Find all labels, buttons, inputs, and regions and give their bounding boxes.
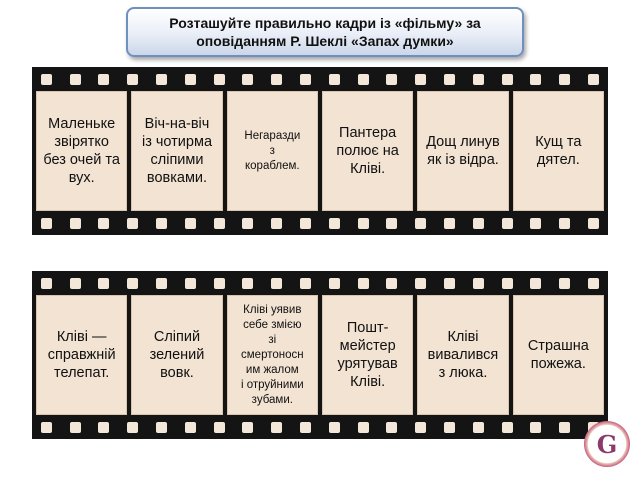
film-perforation	[300, 278, 311, 289]
film-frame-1-6[interactable]: Кущ та дятел.	[513, 91, 604, 211]
film-perforation	[386, 218, 397, 229]
film-perforation	[300, 218, 311, 229]
film-perforation	[473, 278, 484, 289]
film-perforation	[98, 422, 109, 433]
film-perforation	[444, 74, 455, 85]
film-perforation	[415, 278, 426, 289]
film-perforation	[271, 74, 282, 85]
film-frame-2-4[interactable]: Пошт- мейстер урятував Кліві.	[322, 295, 413, 415]
film-perforation	[70, 218, 81, 229]
film-perforation	[358, 278, 369, 289]
film-strip-1	[32, 67, 608, 235]
film-perforation	[473, 74, 484, 85]
film-perforation	[214, 422, 225, 433]
film-perforation	[444, 218, 455, 229]
task-title-line-2: оповіданням Р. Шеклі «Запах думки»	[196, 33, 454, 49]
film-perforation	[41, 74, 52, 85]
film-perforation	[502, 422, 513, 433]
film-perforation	[127, 278, 138, 289]
film-perforation	[41, 422, 52, 433]
film-perforation	[156, 74, 167, 85]
film-frame-1-3[interactable]: Негаразди з кораблем.	[227, 91, 318, 211]
film-perforation	[386, 278, 397, 289]
film-perforation	[358, 422, 369, 433]
film-perforation	[127, 218, 138, 229]
film-frame-2-6[interactable]: Страшна пожежа.	[513, 295, 604, 415]
film-perforation	[98, 74, 109, 85]
film-perforation	[588, 74, 599, 85]
film-perforation	[70, 278, 81, 289]
film-frame-1-5[interactable]: Дощ линув як із відра.	[417, 91, 508, 211]
film-perforation	[329, 218, 340, 229]
film-perforation	[530, 422, 541, 433]
film-perforation	[444, 278, 455, 289]
film-perforation	[242, 74, 253, 85]
film-perforation	[98, 218, 109, 229]
film-perforation	[300, 422, 311, 433]
film-perforation	[386, 422, 397, 433]
film-perforation	[329, 278, 340, 289]
film-perforation	[185, 422, 196, 433]
film-perforation	[185, 278, 196, 289]
film-perforation	[502, 218, 513, 229]
film-frame-2-2[interactable]: Сліпий зелений вовк.	[131, 295, 222, 415]
film-perforation	[41, 278, 52, 289]
film-perforation	[127, 74, 138, 85]
film-perforation	[530, 218, 541, 229]
film-perforation	[329, 422, 340, 433]
film-perforation	[98, 278, 109, 289]
task-title-line-1: Розташуйте правильно кадри із «фільму» за	[169, 15, 481, 31]
film-perforation	[530, 278, 541, 289]
film-perforation	[214, 278, 225, 289]
logo-icon	[584, 421, 630, 467]
film-strip-2	[32, 271, 608, 439]
film-perforation	[242, 278, 253, 289]
film-perforation	[185, 218, 196, 229]
film-perforation	[588, 218, 599, 229]
film-perforation	[271, 218, 282, 229]
film-frame-2-3[interactable]: Кліві уявив себе змією зі смертоносн им жалом і отруйними зубами.	[227, 295, 318, 415]
film-perforation	[156, 218, 167, 229]
film-strip-1-top-perforations	[32, 72, 608, 86]
film-perforation	[300, 74, 311, 85]
film-frame-1-4[interactable]: Пантера полює на Кліві.	[322, 91, 413, 211]
film-frame-2-5[interactable]: Кліві вивалився з люка.	[417, 295, 508, 415]
film-perforation	[156, 278, 167, 289]
film-perforation	[415, 74, 426, 85]
film-frame-1-1[interactable]: Маленьке звірятко без очей та вух.	[36, 91, 127, 211]
film-perforation	[214, 218, 225, 229]
film-perforation	[415, 422, 426, 433]
film-perforation	[214, 74, 225, 85]
film-perforation	[588, 278, 599, 289]
film-perforation	[329, 74, 340, 85]
film-perforation	[242, 218, 253, 229]
film-strip-2-bottom-perforations	[32, 420, 608, 434]
film-frame-1-2[interactable]: Віч-на-віч із чотирма сліпими вовками.	[131, 91, 222, 211]
film-perforation	[156, 422, 167, 433]
film-perforation	[559, 422, 570, 433]
film-perforation	[559, 278, 570, 289]
film-perforation	[473, 422, 484, 433]
film-perforation	[242, 422, 253, 433]
film-perforation	[473, 218, 484, 229]
film-perforation	[358, 218, 369, 229]
task-title-box	[126, 7, 524, 57]
film-perforation	[41, 218, 52, 229]
film-perforation	[444, 422, 455, 433]
film-perforation	[502, 74, 513, 85]
film-perforation	[559, 74, 570, 85]
film-perforation	[559, 218, 570, 229]
film-perforation	[271, 422, 282, 433]
film-perforation	[502, 278, 513, 289]
film-perforation	[185, 74, 196, 85]
film-perforation	[70, 74, 81, 85]
logo-letter: G	[596, 429, 618, 459]
film-frame-2-1[interactable]: Кліві — справжній телепат.	[36, 295, 127, 415]
film-perforation	[415, 218, 426, 229]
film-perforation	[70, 422, 81, 433]
film-perforation	[530, 74, 541, 85]
film-perforation	[358, 74, 369, 85]
film-strip-1-bottom-perforations	[32, 216, 608, 230]
film-perforation	[386, 74, 397, 85]
film-perforation	[271, 278, 282, 289]
film-perforation	[127, 422, 138, 433]
film-strip-2-top-perforations	[32, 276, 608, 290]
